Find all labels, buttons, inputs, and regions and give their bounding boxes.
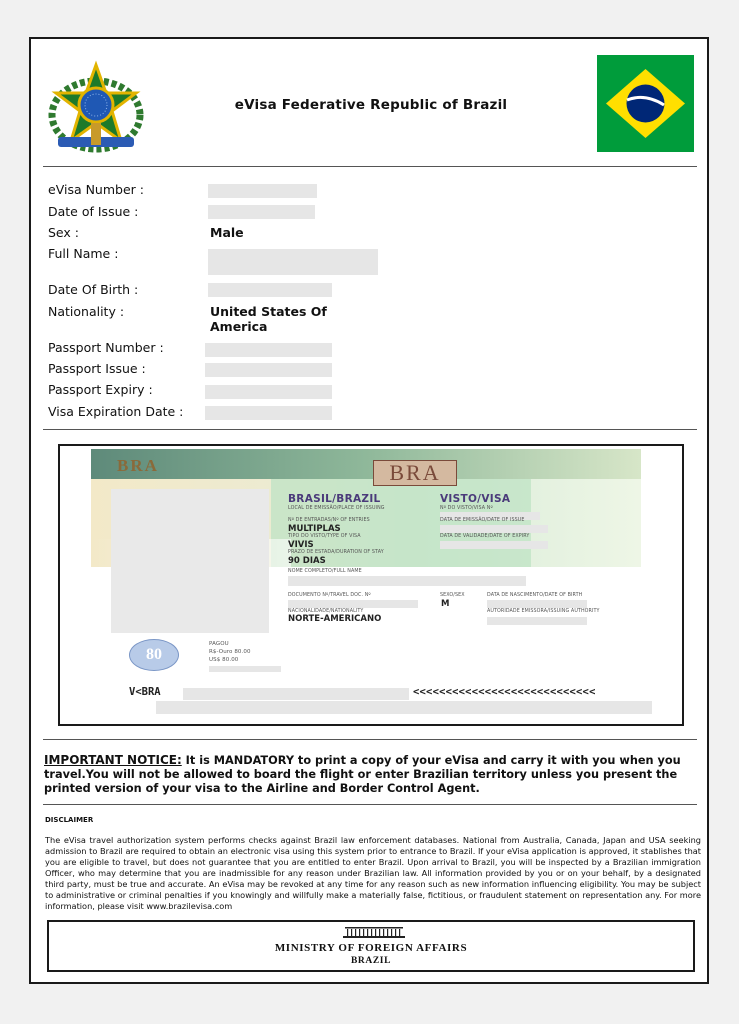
duration-value: 90 DIAS bbox=[288, 556, 326, 566]
type-value: VIVIS bbox=[288, 540, 314, 550]
full-name-visa-label: NOME COMPLETO/FULL NAME bbox=[288, 569, 362, 574]
entries-label: Nº DE ENTRADAS/Nº OF ENTRIES bbox=[288, 518, 370, 523]
visa-expiration-redacted bbox=[205, 406, 332, 420]
ministry-line-2: BRAZIL bbox=[350, 956, 392, 966]
brazil-flag-icon bbox=[597, 55, 694, 152]
sex-visa-label: SEXO/SEX bbox=[440, 593, 465, 598]
sex-visa-value: M bbox=[441, 599, 450, 609]
notice-text: It is MANDATORY to print a copy of your eVisa and carry it with you when you travel.You will not be allowed to board the flight or enter Brazilian territory unless you present the printed version of your visa to the Airline and Border Control Agent. bbox=[44, 754, 681, 795]
mrz-redacted bbox=[183, 688, 409, 700]
fields-divider bbox=[43, 429, 697, 430]
fee-stamp: 80 bbox=[129, 639, 179, 671]
date-of-issue-label: Date of Issue : bbox=[48, 204, 139, 219]
visa-sticker bbox=[91, 449, 641, 711]
issuing-date-redacted bbox=[440, 525, 548, 533]
visa-bra-left: BRA bbox=[117, 456, 159, 475]
mrz-fill: <<<<<<<<<<<<<<<<<<<<<<<<<<<< bbox=[413, 686, 596, 698]
date-of-issue-redacted bbox=[208, 205, 315, 219]
fee-line-1: R$-Ouro 80.00 bbox=[209, 649, 251, 655]
passport-number-redacted bbox=[205, 343, 332, 357]
fee-redacted bbox=[209, 666, 281, 672]
evisa-document bbox=[29, 37, 709, 984]
document-title: eVisa Federative Republic of Brazil bbox=[234, 97, 508, 113]
header-divider bbox=[43, 166, 697, 167]
disclaimer-text: The eVisa travel authorization system performs checks against Brazil law enforcement databases. National from Australia, Canada, Japan and USA seeking admission to Brazil are required to obtain an electronic visa using this system prior to entrance to Brazil. If your eVisa application is approved, it stablishes that you are eligible to travel, but does not guarantee that you are entitled to enter Brazil. Upon arrival to Brazil, you will be inspected by a Brazilian immigration Officer, who may determine that you are inadmissible for any reason under Brazilian law. All information provided by you or on your behalf, by a designated third party, must be true and accurate. An eVisa may be revoked at any time for any reason such as new information influencing eligibility. You may be subject to administrative or criminal penalties if you knowingly and willfully make a materially false, fictitious, or fraudulent statement on representation any. For more information, please visit www.brazilevisa.com bbox=[45, 835, 701, 911]
visa-country: BRASIL/BRAZIL bbox=[288, 493, 381, 505]
brazil-coat-of-arms-icon bbox=[46, 57, 146, 155]
mrz-line-2-redacted bbox=[156, 701, 652, 714]
ministry-line-1: MINISTRY OF FOREIGN AFFAIRS bbox=[274, 942, 468, 954]
date-of-birth-redacted bbox=[208, 283, 332, 297]
issuing-date-label: DATA DE EMISSÃO/DATE OF ISSUE bbox=[440, 518, 525, 523]
passport-expiry-label: Passport Expiry : bbox=[48, 382, 153, 397]
visa-photo-redacted bbox=[111, 489, 269, 633]
passport-issue-label: Passport Issue : bbox=[48, 361, 146, 376]
notice-divider bbox=[43, 804, 697, 805]
evisa-number-label: eVisa Number : bbox=[48, 182, 144, 197]
passport-expiry-redacted bbox=[205, 385, 332, 399]
sex-label: Sex : bbox=[48, 225, 79, 240]
dob-visa-redacted bbox=[487, 600, 587, 608]
important-notice bbox=[44, 753, 696, 796]
passport-number-label: Passport Number : bbox=[48, 340, 164, 355]
sex-value: Male bbox=[210, 225, 244, 240]
date-of-birth-label: Date Of Birth : bbox=[48, 282, 139, 297]
ministry-building-icon bbox=[343, 927, 405, 938]
visa-sticker-frame bbox=[58, 444, 684, 726]
place-of-issuing-label: LOCAL DE EMISSÃO/PLACE OF ISSUING bbox=[288, 506, 385, 511]
entries-value: MULTIPLAS bbox=[288, 524, 341, 534]
full-name-redacted bbox=[208, 249, 378, 275]
validity-label: DATA DE VALIDADE/DATE OF EXPIRY bbox=[440, 534, 530, 539]
visa-expiration-label: Visa Expiration Date : bbox=[48, 404, 184, 419]
evisa-number-redacted bbox=[208, 184, 317, 198]
paid-label: PAGOU bbox=[209, 641, 229, 647]
nationality-value: United States Of America bbox=[210, 304, 327, 334]
nationality-visa-value: NORTE-AMERICANO bbox=[288, 614, 382, 624]
nationality-label: Nationality : bbox=[48, 304, 125, 319]
authority-label: AUTORIDADE EMISSORA/ISSUING AUTHORITY bbox=[487, 609, 600, 614]
mrz-start: V<BRA bbox=[129, 686, 161, 698]
visa-no-label: Nº DO VISTO/VISA Nº bbox=[440, 506, 493, 511]
full-name-visa-redacted bbox=[288, 576, 526, 586]
type-label: TIPO DO VISTO/TYPE OF VISA bbox=[288, 534, 361, 539]
nationality-visa-label: NACIONALIDADE/NATIONALITY bbox=[288, 609, 364, 614]
authority-redacted bbox=[487, 617, 587, 625]
travel-doc-label: DOCUMENTO Nº/TRAVEL DOC. Nº bbox=[288, 593, 371, 598]
visa-visto: VISTO/VISA bbox=[440, 493, 511, 505]
passport-issue-redacted bbox=[205, 363, 332, 377]
dob-visa-label: DATA DE NASCIMENTO/DATE OF BIRTH bbox=[487, 593, 583, 598]
notice-heading: IMPORTANT NOTICE: bbox=[44, 753, 182, 767]
visa-divider bbox=[43, 739, 697, 740]
ministry-footer bbox=[47, 920, 695, 972]
disclaimer-heading: DISCLAIMER bbox=[45, 816, 94, 824]
duration-label: PRAZO DE ESTADA/DURATION OF STAY bbox=[288, 550, 384, 555]
full-name-label: Full Name : bbox=[48, 246, 119, 261]
validity-redacted bbox=[440, 541, 548, 549]
fee-line-2: US$ 80.00 bbox=[209, 657, 239, 663]
travel-doc-redacted bbox=[288, 600, 418, 608]
visa-bra-box: BRA bbox=[373, 460, 457, 486]
